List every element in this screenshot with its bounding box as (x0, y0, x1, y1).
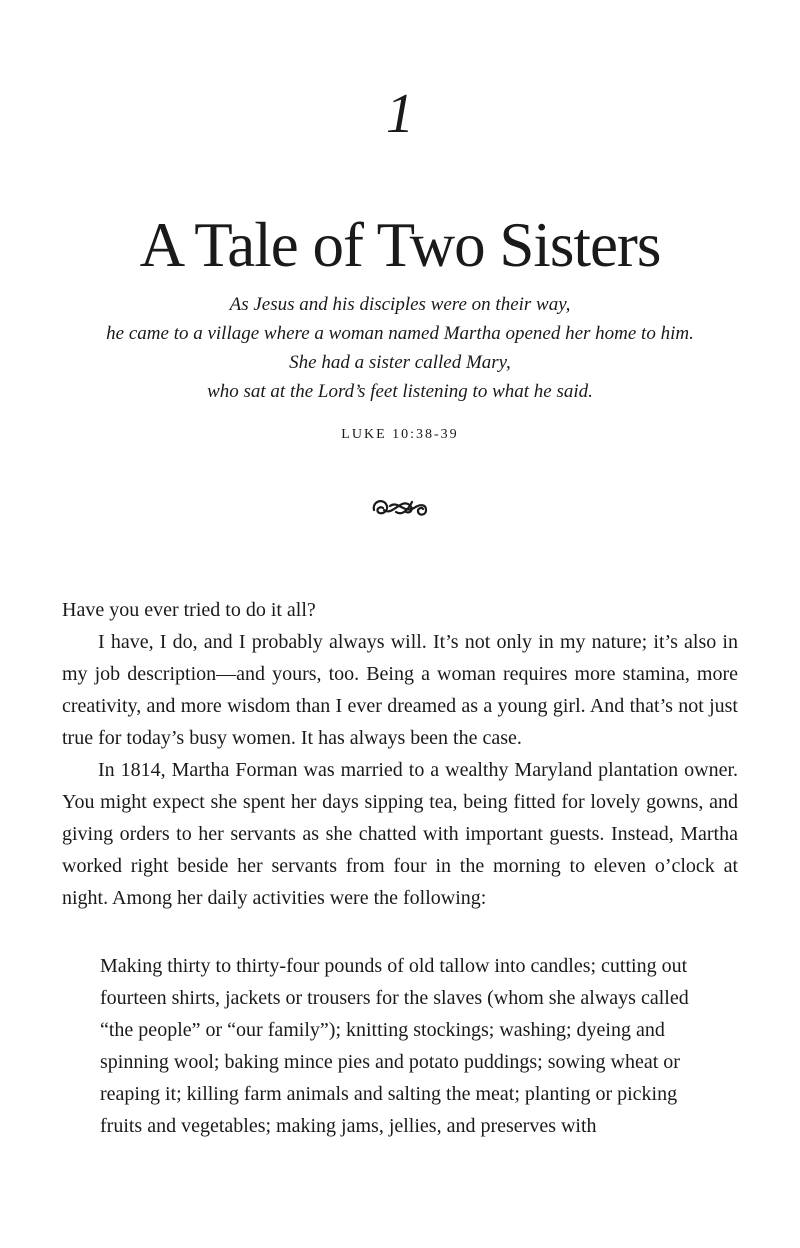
epigraph (0, 290, 800, 406)
paragraph: Have you ever tried to do it all? (62, 599, 316, 621)
block-quote: Making thirty to thirty-four pounds of old tallow into candles; cutting out fourteen shirts, jackets or trousers for the slaves (whom she always called “the people” or “our family”); knitting stockings; washing; dyeing and spinning wool; baking mince pies and potato puddings; sowing wheat or reaping it; killing farm animals and salting the meat; planting or picking fruits and vegetables; making jams, jellies, and preserves with (100, 955, 689, 1137)
chapter-number: 1 (386, 83, 414, 145)
flourish-ornament-icon (368, 490, 432, 524)
paragraph: I have, I do, and I probably always will. It’s not only in my nature; it’s also in my job description—and yours, too. Being a woman requires more stamina, more creativity, and more wisdom than I ever dreamed as a young girl. And that’s not just true for today’s busy women. It has always been the case. (62, 631, 738, 749)
epigraph-line: As Jesus and his disciples were on their way, (229, 294, 571, 315)
epigraph-line: She had a sister called Mary, (289, 352, 511, 373)
body-text (62, 594, 738, 914)
epigraph-citation: LUKE 10:38-39 (341, 427, 459, 442)
paragraph: In 1814, Martha Forman was married to a wealthy Maryland plantation owner. You might expect she spent her days sipping tea, being fitted for lovely gowns, and giving orders to her servants as she chatted with important guests. Instead, Martha worked right beside her servants from four in the morning to eleven o’clock at night. Among her daily activities were the following: (62, 759, 738, 909)
chapter-title: A Tale of Two Sisters (139, 210, 661, 280)
epigraph-line: he came to a village where a woman named Martha opened her home to him. (106, 323, 694, 344)
epigraph-line: who sat at the Lord’s feet listening to what he said. (207, 381, 593, 402)
